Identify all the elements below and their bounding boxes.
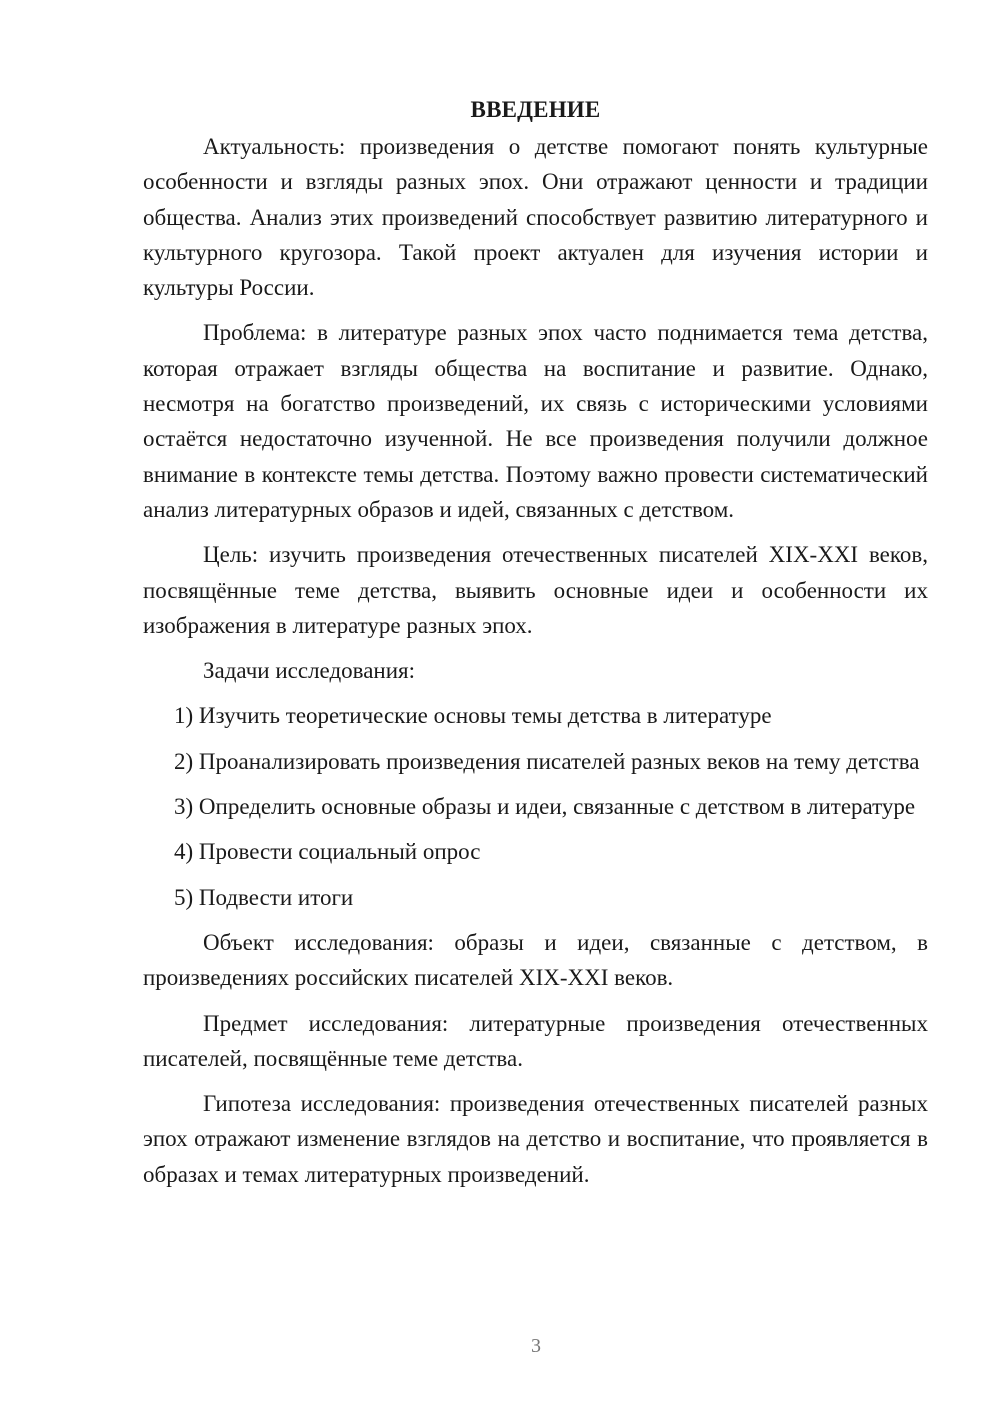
task-item-3: 3) Определить основные образы и идеи, связанные с детством в литературе xyxy=(174,794,916,820)
page-title: ВВЕДЕНИЕ xyxy=(470,97,601,122)
tasks-heading: Задачи исследования: xyxy=(203,658,416,684)
page-content xyxy=(143,92,928,1192)
task-item-1: 1) Изучить теоретические основы темы детства в литературе xyxy=(174,703,772,729)
goal-paragraph: Цель: изучить произведения отечественных писателей XIX-XXI веков, посвящённые теме детства, выявить основные идеи и особенности их изображения в литературе разных эпох. xyxy=(143,542,928,638)
task-item-5: 5) Подвести итоги xyxy=(174,884,354,910)
hypothesis-paragraph: Гипотеза исследования: произведения отечественных писателей разных эпох отражают изменение взглядов на детство и воспитание, что проявляется в образах и темах литературных произведений. xyxy=(143,1091,928,1187)
problem-paragraph: Проблема: в литературе разных эпох часто поднимается тема детства, которая отражает взгляды общества на воспитание и развитие. Однако, несмотря на богатство произведений, их связь с историческими условиями остаётся недостаточно изученной. Не все произведения получили должное внимание в контексте темы детства. Поэтому важно провести систематический анализ литературных образов и идей, связанных с детством. xyxy=(143,320,928,522)
task-item-4: 4) Провести социальный опрос xyxy=(174,839,481,865)
page-number: 3 xyxy=(531,1335,541,1357)
subject-paragraph: Предмет исследования: литературные произведения отечественных писателей, посвящённые теме детства. xyxy=(143,1010,928,1071)
task-item-2: 2) Проанализировать произведения писателей разных веков на тему детства xyxy=(174,748,920,774)
object-paragraph: Объект исследования: образы и идеи, связанные с детством, в произведениях российских писателей XIX-XXI веков. xyxy=(143,929,928,991)
relevance-paragraph: Актуальность: произведения о детстве помогают понять культурные особенности и взгляды разных эпох. Они отражают ценности и традиции общества. Анализ этих произведений способствует развитию литературного и культурного кругозора. Такой проект актуален для изучения истории и культуры России. xyxy=(143,134,928,301)
